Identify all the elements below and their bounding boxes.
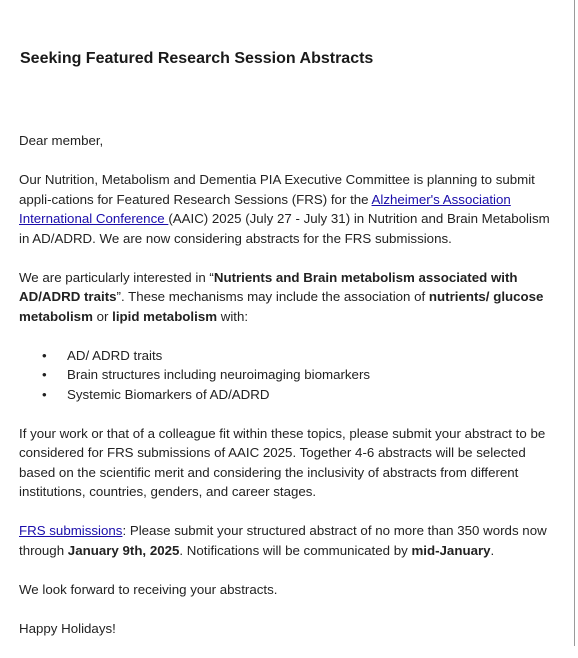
interest-text-2: ”. These mechanisms may include the association of — [116, 289, 429, 304]
interest-paragraph — [19, 268, 561, 327]
interest-text-1: We are particularly interested in “ — [19, 269, 214, 285]
list-item-text: Systemic Biomarkers of AD/ADRD — [67, 386, 270, 402]
look-forward-paragraph: We look forward to receiving your abstracts. — [19, 581, 278, 597]
email-title: Seeking Featured Research Session Abstracts — [20, 50, 374, 67]
interest-bold-2: nutrients/ glucose metabolism — [19, 289, 544, 324]
list-item — [42, 365, 561, 385]
intro-text-1: Our Nutrition, Metabolism and Dementia PIA Executive Committee is planning to submit appli-cations for Featured Research Sessions (FRS) for the — [19, 172, 535, 207]
list-item-text: Brain structures including neuroimaging biomarkers — [67, 367, 371, 382]
bullet-icon: • — [42, 347, 47, 363]
frs-submissions-link[interactable]: FRS submissions — [19, 523, 123, 538]
list-item — [42, 385, 561, 405]
greeting: Dear member, — [19, 133, 104, 148]
interest-text-4: with: — [217, 308, 249, 324]
bullet-icon: • — [42, 367, 47, 382]
submission-text-1: : Please submit your structured abstract of no more than 350 words now through — [19, 523, 547, 558]
submission-text-2: . Notifications will be communicated by — [179, 542, 412, 558]
intro-paragraph — [19, 170, 561, 248]
submission-text-3: . — [490, 542, 495, 558]
notification-date: mid-January — [411, 542, 491, 558]
eligibility-paragraph: If your work or that of a colleague fit within these topics, please submit your abstract to be considered for FRS submissions of AAIC 2025. Together 4-6 abstracts will be selected based on the scientific merit and considering the inclusivity of abstracts from different institutions, countries, genders, and career stages. — [19, 425, 546, 499]
submission-paragraph — [19, 521, 561, 560]
closing-line: Happy Holidays! — [19, 620, 116, 636]
list-item-text: AD/ ADRD traits — [67, 347, 163, 363]
interest-bold-3: lipid metabolism — [112, 308, 218, 324]
intro-text-2: (AAIC) 2025 (July 27 - July 31) in Nutrition and Brain Metabolism in AD/ADRD. We are now considering abstracts for the FRS submissions. — [19, 211, 550, 246]
interest-text-3: or — [92, 308, 113, 324]
bullet-icon: • — [42, 386, 47, 402]
list-item — [42, 346, 561, 366]
traits-list — [19, 346, 561, 405]
interest-bold-1: Nutrients and Brain metabolism associated with AD/ADRD traits — [19, 269, 518, 304]
aaic-conference-link[interactable]: Alzheimer's Association International Conference — [19, 191, 511, 226]
email-body — [19, 131, 561, 658]
deadline-date: January 9th, 2025 — [67, 542, 180, 558]
